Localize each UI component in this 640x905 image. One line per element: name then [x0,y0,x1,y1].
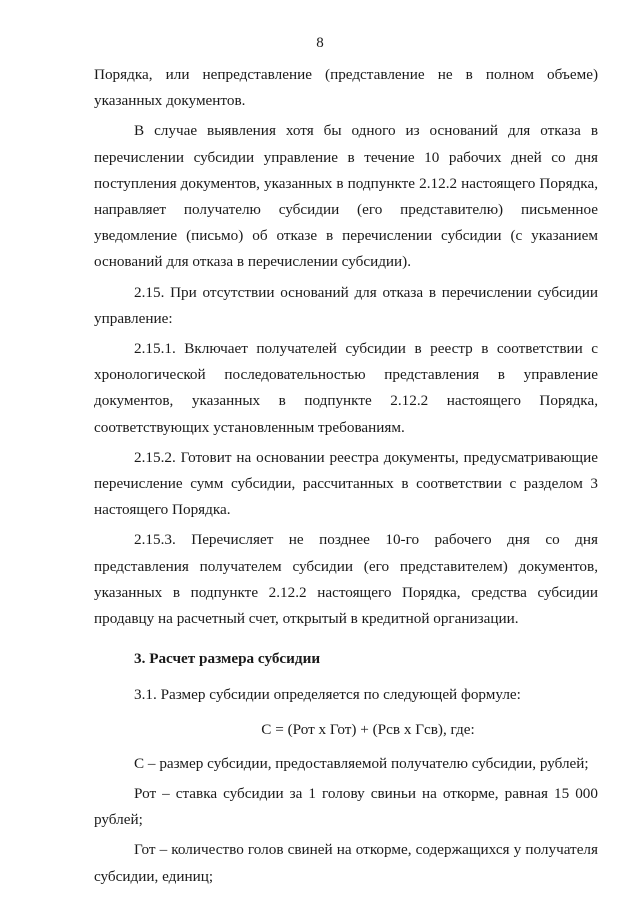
page-number: 8 [316,35,324,51]
paragraph-2-15-1: 2.15.1. Включает получателей субсидии в реестр в соответствии с хронологической последовательностью представления в управление документов, указанных в подпункте 2.12.2 настоящего Порядка, соответствующих установленным требованиям. [94,340,598,436]
definition-got: Гот – количество голов свиней на откорме, содержащихся у получателя субсидии, единиц; [94,841,598,885]
paragraph-2-15-2: 2.15.2. Готовит на основании реестра документы, предусматривающие перечисление сумм субсидии, рассчитанных в соответствии с разделом 3 настоящего Порядка. [94,448,598,519]
document-body [94,62,598,890]
subsidy-formula: С = (Рот х Гот) + (Рсв х Гсв), где: [261,720,475,738]
paragraph-2-15: 2.15. При отсутствии оснований для отказа в перечислении субсидии управление: [94,283,598,327]
section-3-heading: 3. Расчет размера субсидии [134,650,321,668]
paragraph-3-1: 3.1. Размер субсидии определяется по следующей формуле: [134,686,521,704]
paragraph-refusal-notice: В случае выявления хотя бы одного из оснований для отказа в перечислении субсидии управление в течение 10 рабочих дней со дня поступления документов, указанных в подпункте 2.12.2 настоящего Порядка, направляет получателю субсидии (его представителю) письменное уведомление (письмо) об отказе в перечислении субсидии (с указанием оснований для отказа в перечислении субсидии). [94,122,598,271]
paragraph-2-15-3: 2.15.3. Перечисляет не позднее 10-го рабочего дня со дня представления получателем субсидии (его представителем) документов, указанных в подпункте 2.12.2 настоящего Порядка, средства субсидии продавцу на расчетный счет, открытый в кредитной организации. [94,531,598,628]
definition-rot: Рот – ставка субсидии за 1 голову свиньи на откорме, равная 15 000 рублей; [94,785,598,829]
definition-c: С – размер субсидии, предоставляемой получателю субсидии, рублей; [134,754,589,772]
paragraph-continuation: Порядка, или непредставление (представление не в полном объеме) указанных документов. [94,66,598,110]
